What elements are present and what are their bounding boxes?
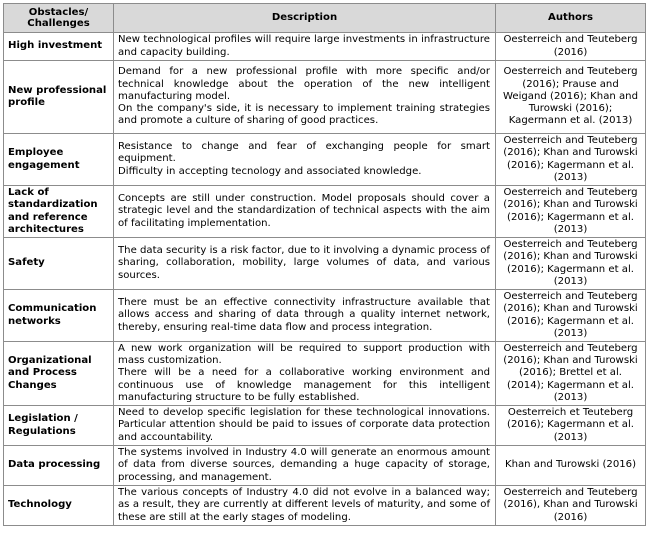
description-cell [114, 33, 496, 61]
obstacle-cell: Technology [4, 486, 114, 526]
header-description: Description [114, 4, 496, 33]
authors-cell: Oesterreich and Teuteberg (2016); Khan and Turowski (2016); Kagermann et al. (2013) [496, 186, 646, 238]
description-paragraph: New technological profiles will require large investments in infrastructure and capacity building. [118, 34, 490, 58]
header-authors: Authors [496, 4, 646, 33]
description-cell [114, 186, 496, 238]
table-row [4, 486, 646, 526]
description-paragraph: Difficulty in accepting tecnology and associated knowledge. [118, 165, 422, 177]
description-cell [114, 486, 496, 526]
table-row [4, 134, 646, 186]
obstacle-cell: Organizational and Process Changes [4, 342, 114, 406]
description-paragraph: The data security is a risk factor, due to it involving a dynamic process of sharing, collaboration, mobility, large volumes of data, and various sources. [118, 245, 490, 281]
obstacle-cell: High investment [4, 33, 114, 61]
authors-cell: Oesterreich and Teuteberg (2016); Khan and Turowski (2016); Kagermann et al. (2013) [496, 134, 646, 186]
table-row [4, 238, 646, 290]
table-row [4, 186, 646, 238]
header-row [4, 4, 646, 33]
description-cell [114, 238, 496, 290]
description-paragraph: The various concepts of Industry 4.0 did not evolve in a balanced way; as a result, they are currently at different levels of maturity, and some of these are still at the early stages of modeling. [118, 487, 490, 523]
table-row [4, 61, 646, 134]
description-cell [114, 290, 496, 342]
description-cell [114, 134, 496, 186]
description-paragraph: On the company's side, it is necessary to implement training strategies and promote a culture of sharing of good practices. [118, 103, 490, 127]
description-cell [114, 61, 496, 134]
authors-cell: Oesterreich and Teuteberg (2016), Khan and Turowski (2016) [496, 486, 646, 526]
description-cell [114, 406, 496, 446]
table-row [4, 446, 646, 486]
authors-cell: Oesterreich et Teuteberg (2016); Kagermann et al. (2013) [496, 406, 646, 446]
obstacle-cell: Employee engagement [4, 134, 114, 186]
description-paragraph: Concepts are still under construction. Model proposals should cover a strategic level and the standardization of technical aspects with the aim of facilitating implementation. [118, 193, 490, 229]
table-row [4, 290, 646, 342]
header-obstacles: Obstacles/ Challenges [4, 4, 114, 33]
obstacle-cell: New professional profile [4, 61, 114, 134]
authors-cell: Khan and Turowski (2016) [496, 446, 646, 486]
obstacle-cell: Safety [4, 238, 114, 290]
obstacle-cell: Lack of standardization and reference architectures [4, 186, 114, 238]
description-cell [114, 342, 496, 406]
description-paragraph: The systems involved in Industry 4.0 will generate an enormous amount of data from diverse sources, demanding a huge capacity of storage, processing, and management. [118, 447, 490, 483]
description-paragraph: Demand for a new professional profile with more specific and/or technical knowledge about the operation of the new intelligent manufacturing model. [118, 66, 490, 102]
authors-cell: Oesterreich and Teuteberg (2016); Khan and Turowski (2016); Kagermann et al. (2013) [496, 290, 646, 342]
obstacle-cell: Data processing [4, 446, 114, 486]
description-paragraph: There must be an effective connectivity infrastructure available that allows access and sharing of data through a quality internet network, thereby, ensuring real-time data flow and process integration. [118, 297, 490, 333]
authors-cell: Oesterreich and Teuteberg (2016); Khan and Turowski (2016); Brettel et al. (2014); Kagermann et al. (2013) [496, 342, 646, 406]
description-paragraph: There will be a need for a collaborative working environment and continuous use of knowledge management for this intelligent manufacturing structure to be fully established. [118, 367, 490, 403]
authors-cell: Oesterreich and Teuteberg (2016) [496, 33, 646, 61]
obstacle-cell: Communication networks [4, 290, 114, 342]
obstacle-cell: Legislation / Regulations [4, 406, 114, 446]
description-paragraph: Resistance to change and fear of exchanging people for smart equipment. [118, 141, 490, 165]
obstacles-table [3, 3, 646, 526]
description-cell [114, 446, 496, 486]
description-paragraph: A new work organization will be required to support production with mass customization. [118, 342, 490, 367]
authors-cell: Oesterreich and Teuteberg (2016); Prause and Weigand (2016); Khan and Turowski (2016); Kagermann et al. (2013) [496, 61, 646, 134]
table-row [4, 33, 646, 61]
table-row [4, 342, 646, 406]
description-paragraph: Need to develop specific legislation for these technological innovations. Particular attention should be paid to issues of corporate data protection and accountability. [118, 407, 490, 443]
table-row [4, 406, 646, 446]
authors-cell: Oesterreich and Teuteberg (2016); Khan and Turowski (2016); Kagermann et al. (2013) [496, 238, 646, 290]
